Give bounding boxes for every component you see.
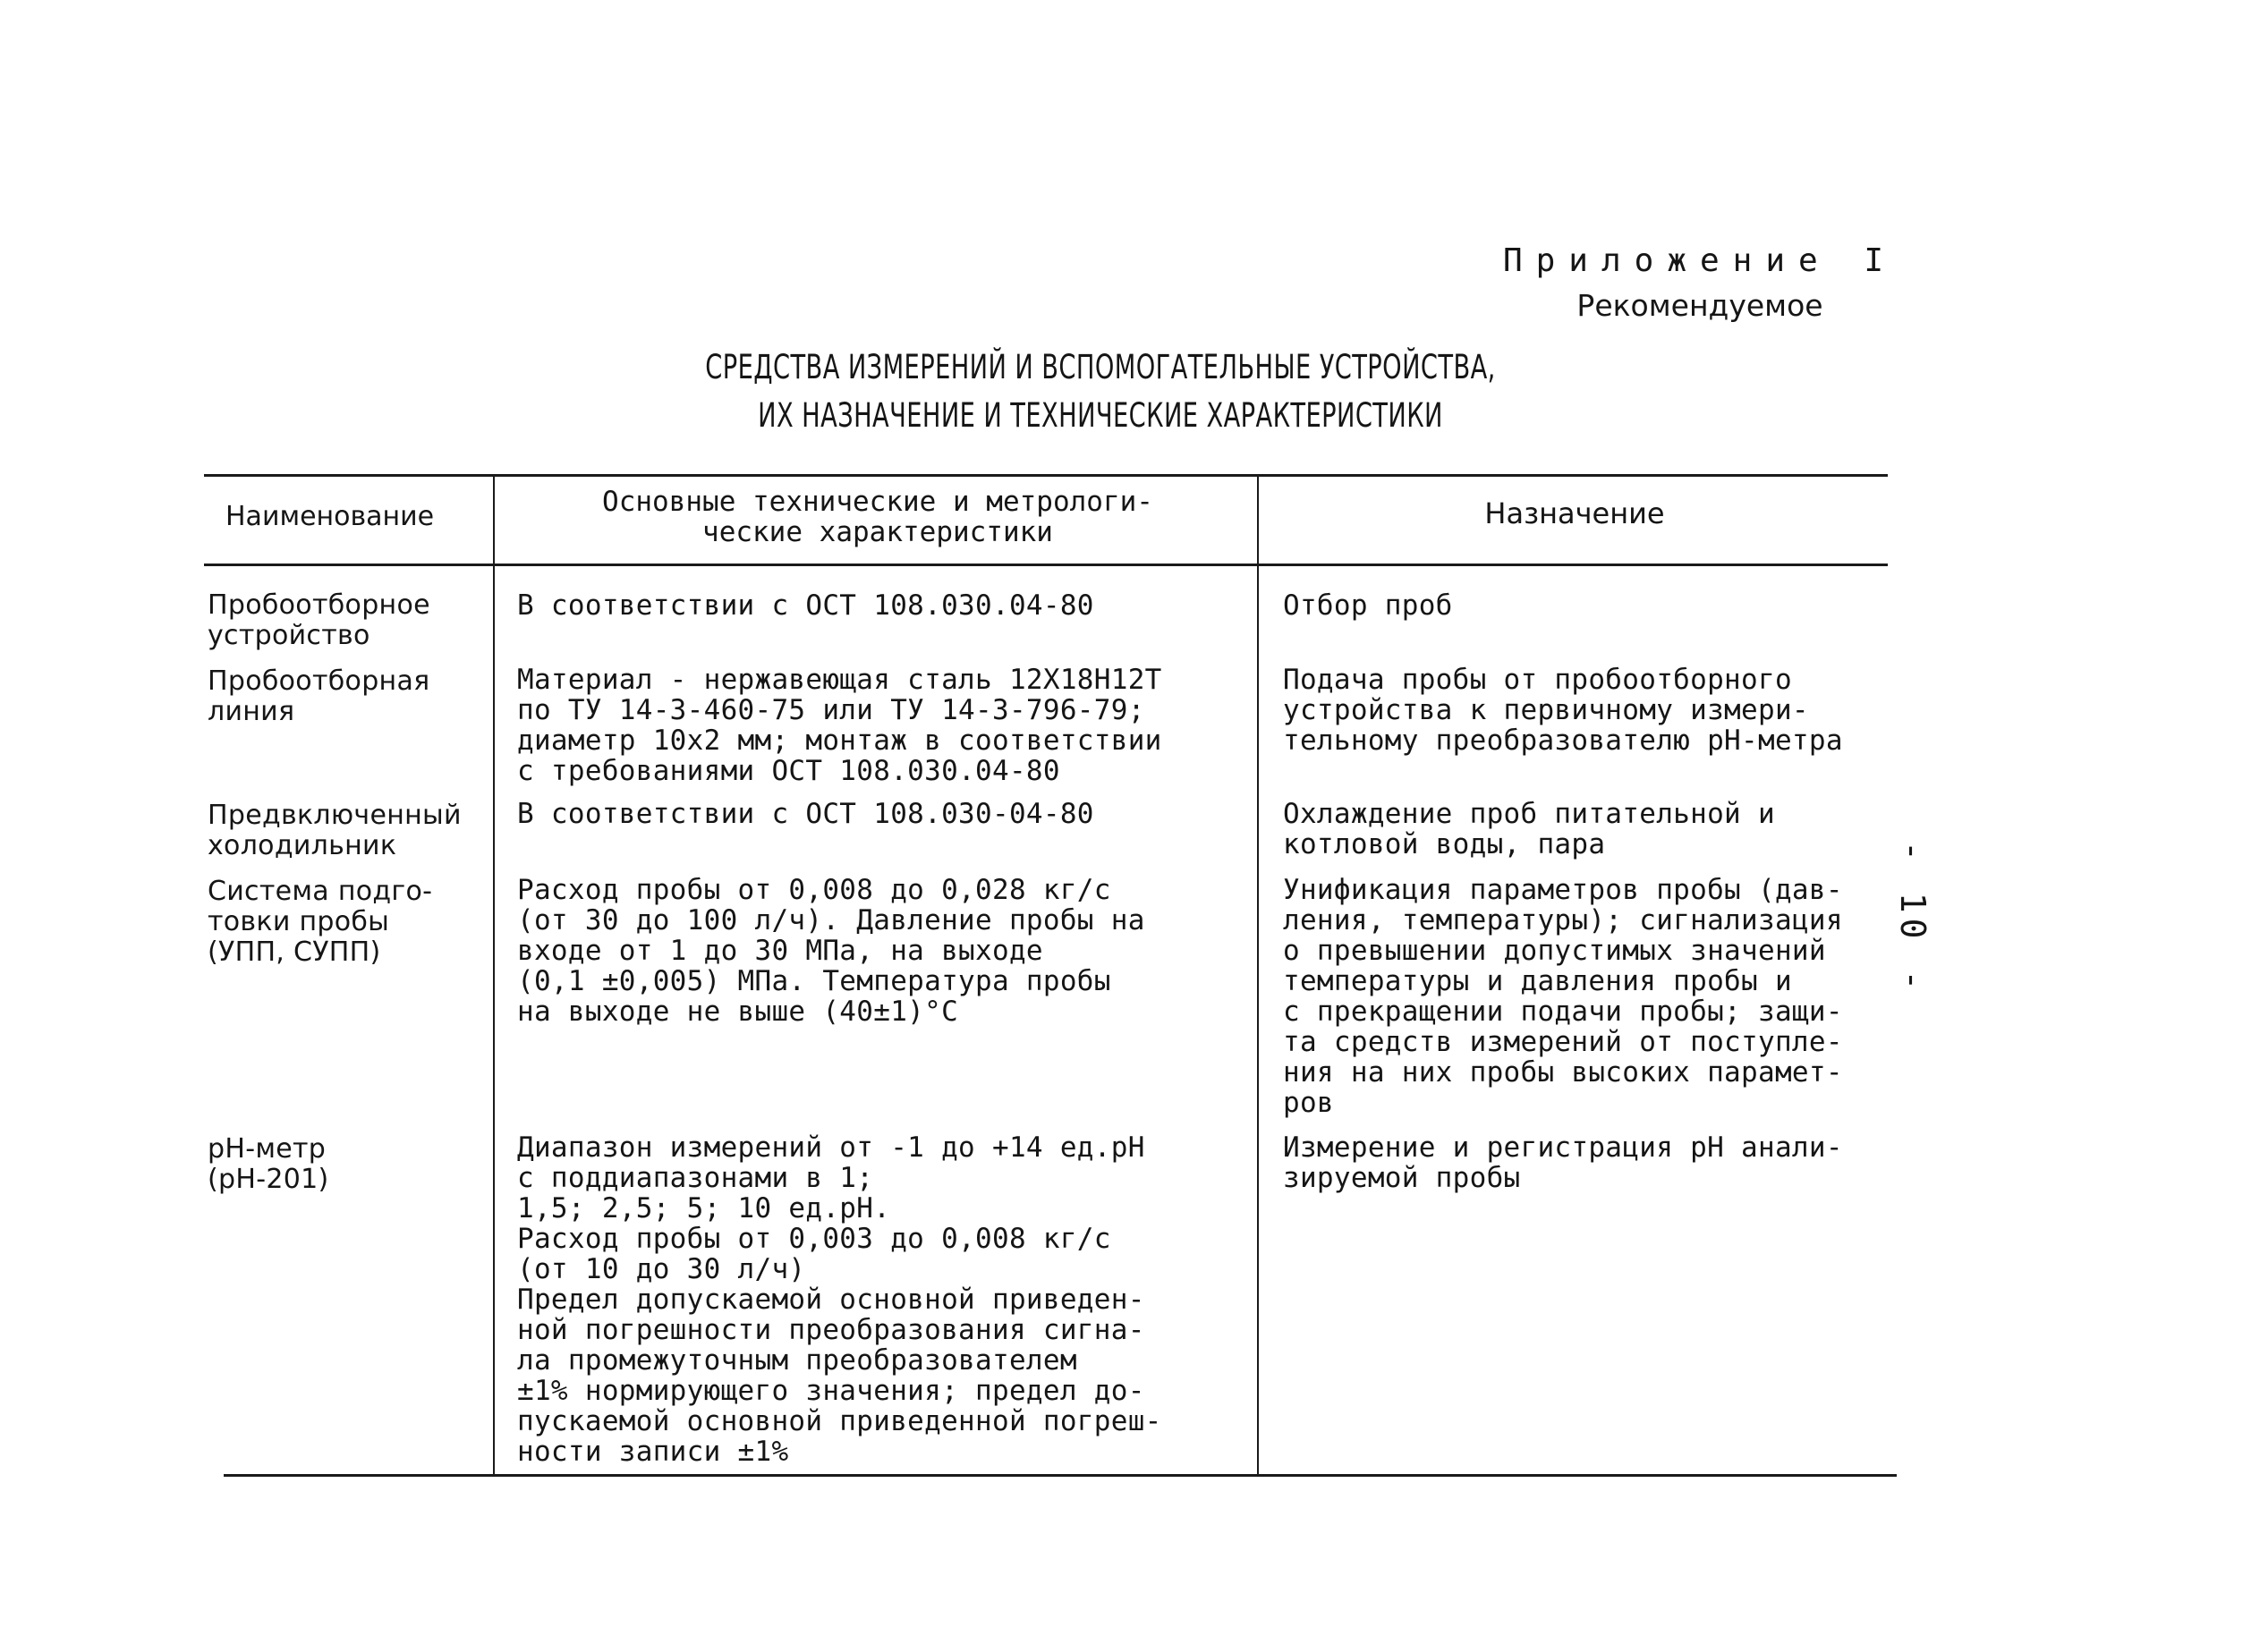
row-3-name: Предвключенный холодильник xyxy=(208,800,462,861)
row-3-purpose: Охлаждение проб питательной и котловой воды, пара xyxy=(1283,798,1775,860)
table-top-rule xyxy=(204,474,1888,477)
header-name: Наименование xyxy=(225,501,435,532)
table-header-rule xyxy=(204,564,1888,566)
header-specs: Основные технические и метрологи- ческие характеристики xyxy=(602,486,1153,548)
row-4-name: Система подго- товки пробы (УПП, СУПП) xyxy=(208,876,433,968)
table-bottom-rule xyxy=(224,1474,1897,1477)
title-line-1: СРЕДСТВА ИЗМЕРЕНИЙ И ВСПОМОГАТЕЛЬНЫЕ УСТРОЙСТВА, xyxy=(705,348,1496,386)
header-purpose: Назначение xyxy=(1484,496,1665,530)
appendix-label: Приложение I xyxy=(1502,242,1898,279)
row-1-purpose: Отбор проб xyxy=(1283,589,1453,622)
row-1-specs: В соответствии с ОСТ 108.030.04-80 xyxy=(517,589,1094,622)
column-divider-2 xyxy=(1257,474,1259,1474)
row-5-purpose: Измерение и регистрация рН анали- зируемой пробы xyxy=(1283,1131,1843,1194)
row-4-purpose: Унификация параметров пробы (дав- ления, температуры); сигнализация о превышении допустимых значений температуры и давления пробы и с прекращении подачи пробы; защи- та средств измерений от поступле- ния на них пробы высоких парамет- ров xyxy=(1283,874,1843,1119)
row-2-specs: Материал - нержавеющая сталь 12Х18Н12Т по ТУ 14-3-460-75 или ТУ 14-3-796-79; диаметр 10х2 мм; монтаж в соответствии с требованиями ОСТ 108.030.04-80 xyxy=(517,664,1162,787)
appendix-header xyxy=(1467,240,1932,327)
column-divider-1 xyxy=(493,474,495,1474)
appendix-status: Рекомендуемое xyxy=(1576,288,1823,323)
document-title xyxy=(616,343,1584,440)
title-line-2: ИХ НАЗНАЧЕНИЕ И ТЕХНИЧЕСКИЕ ХАРАКТЕРИСТИКИ xyxy=(758,396,1443,435)
row-1-name: Пробоотборное устройство xyxy=(208,589,430,651)
row-3-specs: В соответствии с ОСТ 108.030-04-80 xyxy=(517,798,1094,830)
row-2-name: Пробоотборная линия xyxy=(208,665,430,727)
row-2-purpose: Подача пробы от пробоотборного устройства к первичному измери- тельному преобразователю рН-метра xyxy=(1283,664,1843,757)
page-number: - 10 - xyxy=(1893,841,1932,996)
row-5-specs: Диапазон измерений от -1 до +14 ед.рН с поддиапазонами в 1; 1,5; 2,5; 5; 10 ед.рН. Расход пробы от 0,003 до 0,008 кг/с (от 10 до 30 л/ч) Предел допускаемой основной приведен- ной погрешности преобразования сигна- ла промежуточным преобразователем ±1% нормирующего значения; предел до- пускаемой основной приведенной погреш- ности записи ±1% xyxy=(517,1131,1162,1468)
row-4-specs: Расход пробы от 0,008 до 0,028 кг/с (от 30 до 100 л/ч). Давление пробы на входе от 1 до 30 МПа, на выходе (0,1 ±0,005) МПа. Температура пробы на выходе не выше (40±1)°С xyxy=(517,874,1145,1028)
row-5-name: рН-метр (рН-201) xyxy=(208,1133,329,1195)
